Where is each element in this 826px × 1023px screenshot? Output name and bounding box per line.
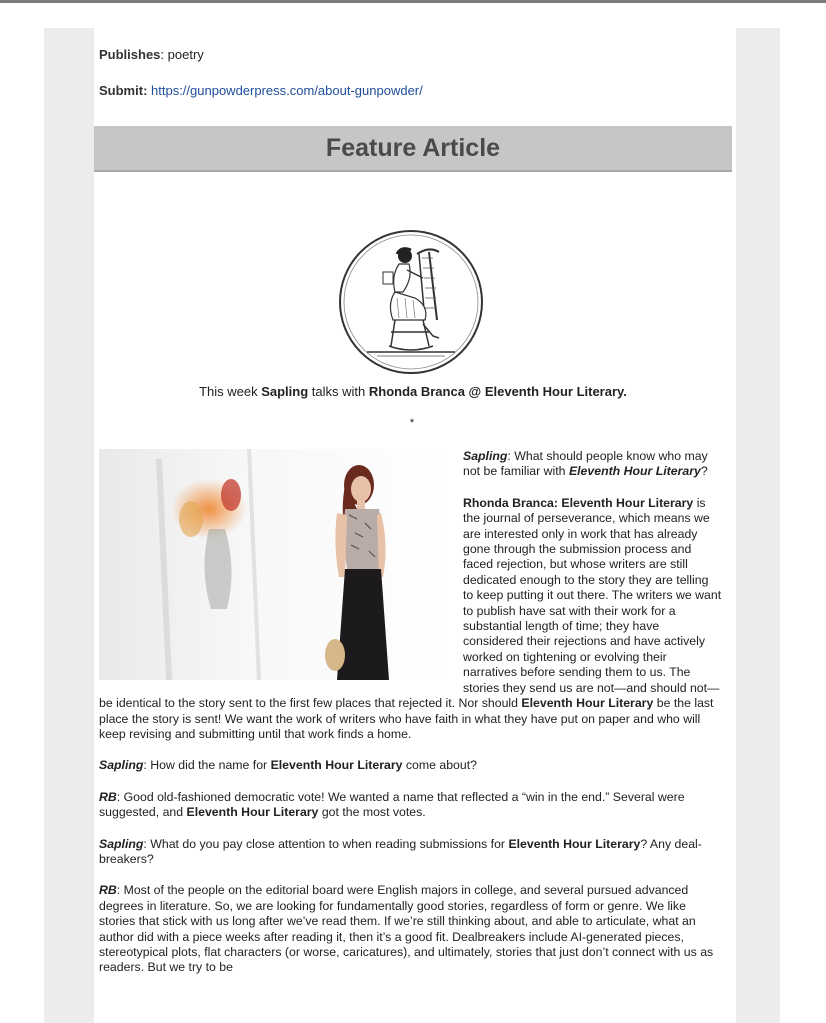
question-3: Sapling: What do you pay close attention to when reading submissions for Eleventh Hour Literary? Any deal-breakers? [99,836,702,866]
lyre-player-medallion-icon [337,228,485,376]
section-divider: * [409,417,415,429]
publishes-value: poetry [167,47,204,62]
right-margin [736,28,780,1023]
publishes-label: Publishes [99,47,161,62]
submit-label: Submit [99,83,144,98]
submit-link[interactable]: https://gunpowderpress.com/about-gunpowder/ [151,83,423,98]
publishes-line: Publishes: poetry [99,47,204,62]
intro-line: This week Sapling talks with Rhonda Branca @ Eleventh Hour Literary. [199,384,627,399]
answer-3: RB: Most of the people on the editorial board were English majors in college, and several pursued advanced degrees in literature. So, we are looking for fundamentally good stories, regardless of form or genre. We like stories that stick with us long after we’ve read them. If we’re still thinking about, and able to articulate, what an author did with a piece weeks after reading it, then it’s a good fit. Dealbreakers include AI-generated pieces, stereotypical plots, flat characters (or worse, caricatures), and ultimately, stories that just don’t connect with us as readers. But we try to be [99,883,714,975]
feature-article-banner: Feature Article [94,126,732,172]
left-margin [44,28,94,1023]
submit-line: Submit: https://gunpowderpress.com/about-gunpowder/ [99,83,423,98]
interview-text [99,449,722,992]
answer-2: RB: Good old-fashioned democratic vote! We wanted a name that reflected a “win in the end.” Several were suggested, and Eleventh Hour Literary got the most votes. [99,789,685,820]
question-2: Sapling: How did the name for Eleventh Hour Literary come about? [99,758,477,773]
answer-1: Rhonda Branca: Eleventh Hour Literary is the journal of perseverance, which means we are interested only in work that has already gone through the submission process and faced rejection, but whose writers are still dedicated enough to the story they are telling to keep putting it out there. The writers we want to publish have sat with their work for a substantial length of time; they have considered their rejections and have actively worked on tightening or evolving their narratives before sending them to us. The stories they send us are not—and should not—be identical to the story sent to the first few places that rejected it. Nor should Eleventh Hour Literary be the last place the story is sent! We want the work of writers who have faith in what they have put on paper and who will keep revising and submitting until that work finds a home. [99,495,722,741]
guest-name: Rhonda Branca @ Eleventh Hour Literary. [368,384,627,399]
newsletter-body [94,28,736,1023]
question-1: Sapling: What should people know who may not be familiar with Eleventh Hour Literary? [463,449,708,479]
top-border [0,0,826,3]
sapling-name: Sapling [261,384,309,399]
